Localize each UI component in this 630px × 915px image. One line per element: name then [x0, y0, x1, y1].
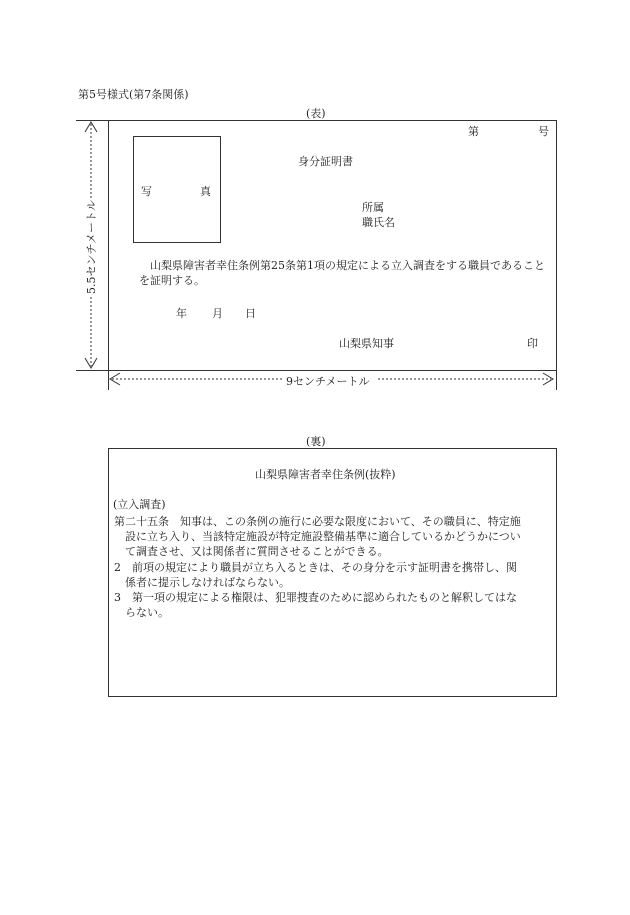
affiliation-label: 所属	[362, 201, 384, 214]
number-suffix: 号	[538, 125, 549, 138]
issuer: 山梨県知事	[339, 337, 394, 350]
back-heading: 山梨県障害者幸住条例(抜粋)	[255, 468, 396, 481]
height-dimension-label: 5.5センチメートル	[85, 199, 98, 295]
item3-line-2: らない。	[125, 606, 169, 619]
front-label: (表)	[306, 107, 326, 120]
item2-line-1: 2 前項の規定により職員が立ち入るときは、その身分を示す証明書を携帯し、関	[114, 561, 517, 574]
number-prefix: 第	[468, 125, 479, 138]
item2-line-2: 係者に提示しなければならない。	[125, 576, 290, 589]
date-year: 年	[176, 307, 187, 320]
article-line-2: 設に立ち入り、当該特定施設が特定施設整備基準に適合しているかどうかについ	[125, 530, 521, 543]
date-month: 月	[212, 307, 223, 320]
width-dimension-label: 9センチメートル	[286, 375, 370, 388]
seal-mark: 印	[527, 337, 538, 350]
front-heading: 身分証明書	[298, 155, 353, 168]
front-statement: 山梨県障害者幸住条例第25条第1項の規定による立入調査をする職員であることを証明する。	[139, 259, 545, 287]
form-title: 第5号様式(第7条関係)	[78, 88, 189, 101]
article-line-1: 第二十五条 知事は、この条例の施行に必要な限度において、その職員に、特定施	[114, 515, 521, 528]
photo-label-1: 写	[141, 185, 152, 198]
section-title: (立入調査)	[113, 498, 166, 511]
back-label: (裏)	[306, 435, 326, 448]
item3-line-1: 3 第一項の規定による権限は、犯罪捜査のために認められたものと解釈してはな	[114, 591, 517, 604]
date-day: 日	[245, 307, 256, 320]
article-line-3: て調査させ、又は関係者に質問させることができる。	[125, 545, 389, 558]
photo-label-2: 真	[200, 185, 211, 198]
name-label: 職氏名	[362, 216, 395, 229]
